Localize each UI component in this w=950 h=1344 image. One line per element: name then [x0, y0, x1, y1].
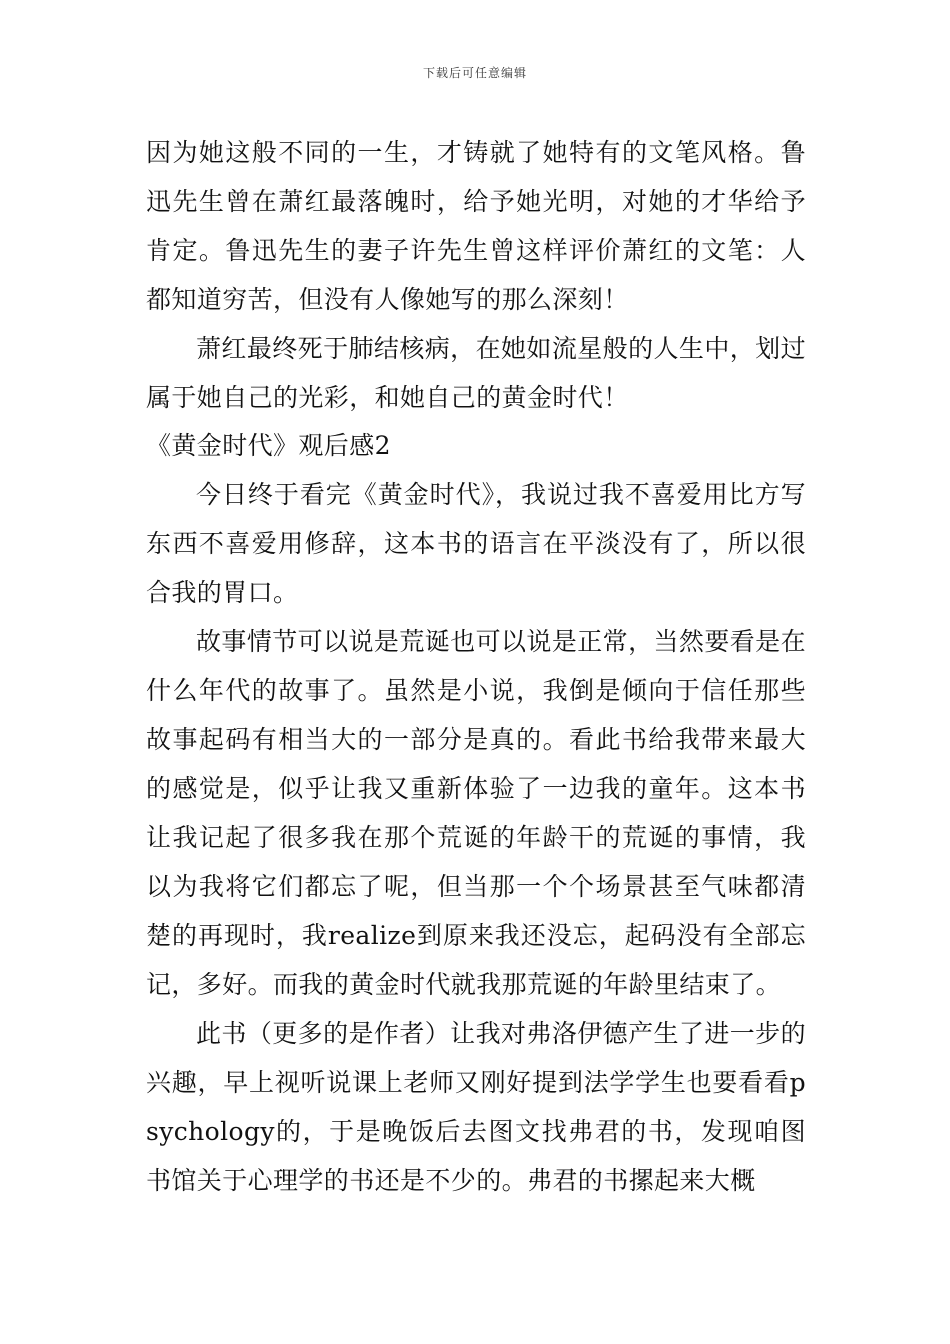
paragraph: 故事情节可以说是荒诞也可以说是正常，当然要看是在什么年代的故事了。虽然是小说，我倒是倾向于信任那些故事起码有相当大的一部分是真的。看此书给我带来最大的感觉是，似乎让我又重新体验了一边我的童年。这本书让我记起了很多我在那个荒诞的年龄干的荒诞的事情，我以为我将它们都忘了呢，但当那一个个场景甚至气味都清楚的再现时，我realize到原来我还没忘，起码没有全部忘记，多好。而我的黄金时代就我那荒诞的年龄里结束了。: [146, 627, 806, 999]
document-body: [146, 128, 806, 1205]
paragraph: 今日终于看完《黄金时代》，我说过我不喜爱用比方写东西不喜爱用修辞，这本书的语言在平淡没有了，所以很合我的胃口。: [146, 480, 806, 607]
paragraph: 此书（更多的是作者）让我对弗洛伊德产生了进一步的兴趣，早上视听说课上老师又刚好提到法学学生也要看看psychology的，于是晚饭后去图文找弗君的书，发现咱图书馆关于心理学的书还是不少的。弗君的书摞起来大概: [146, 1019, 806, 1195]
paragraph-continuation: 因为她这般不同的一生，才铸就了她特有的文笔风格。鲁迅先生曾在萧红最落魄时，给予她光明，对她的才华给予肯定。鲁迅先生的妻子许先生曾这样评价萧红的文笔：人都知道穷苦，但没有人像她写的那么深刻！: [146, 138, 806, 314]
paragraph: 萧红最终死于肺结核病，在她如流星般的人生中，划过属于她自己的光彩，和她自己的黄金时代！: [146, 334, 806, 412]
page-header: 下载后可任意编辑: [422, 66, 527, 80]
section-heading: 《黄金时代》观后感2: [146, 431, 391, 460]
